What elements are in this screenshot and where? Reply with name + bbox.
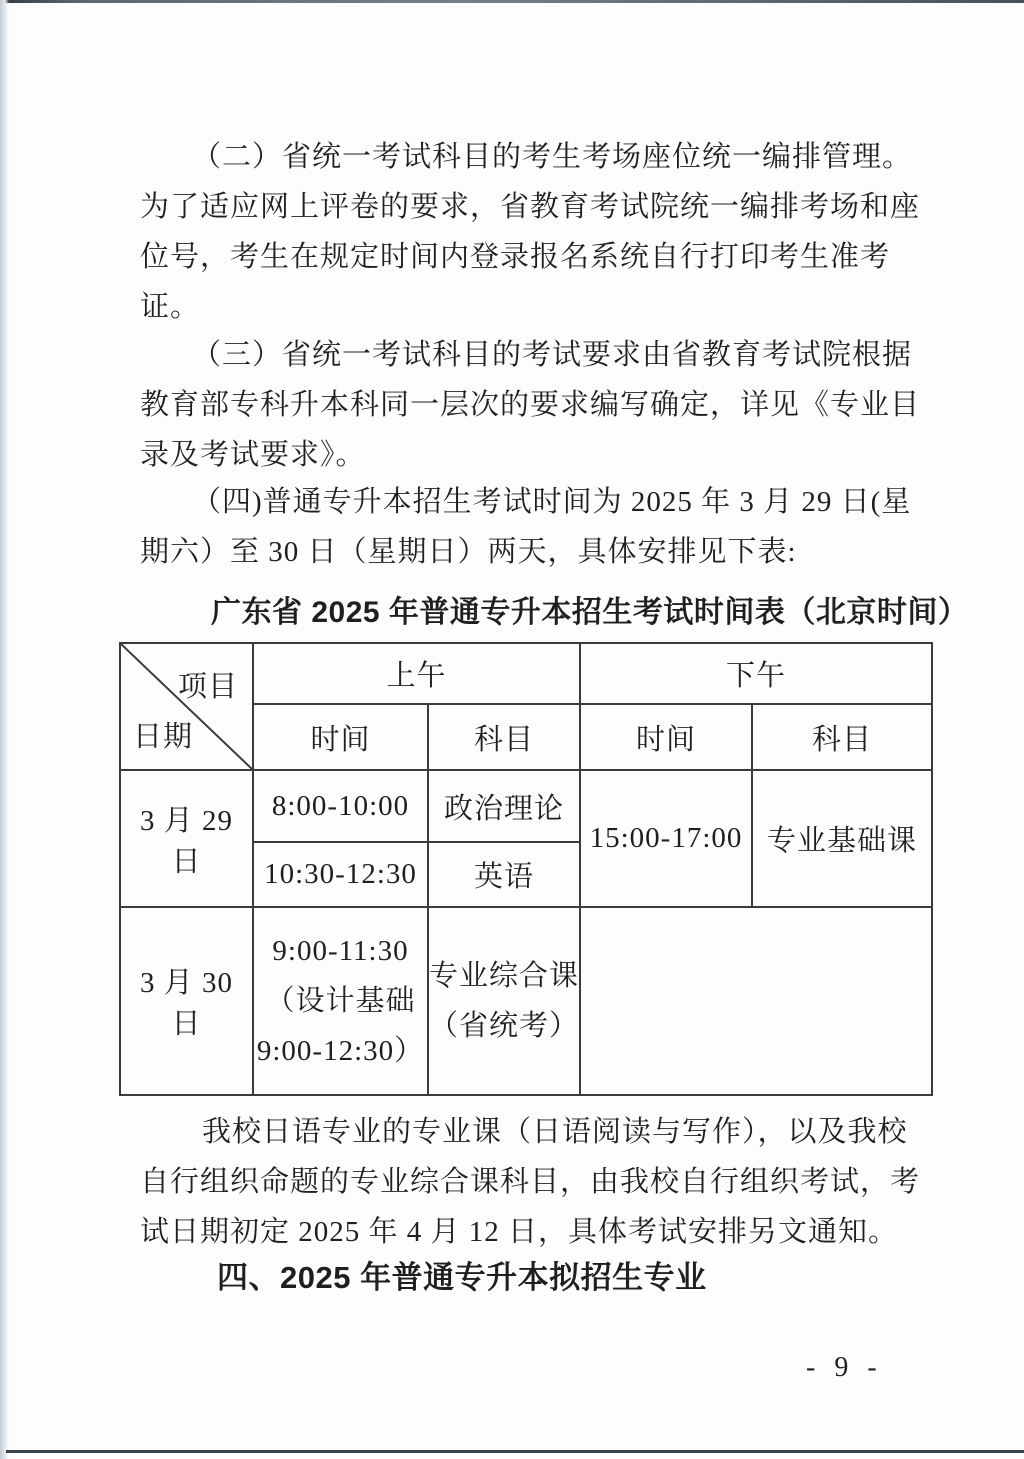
header-morning-time: 时间: [253, 704, 428, 770]
cell-date-mar29: 3 月 29 日: [120, 770, 253, 907]
header-morning: 上午: [253, 643, 580, 704]
cell-mar29-am1-time: 8:00-10:00: [253, 770, 428, 842]
text-line: 录及考试要求》。: [140, 439, 366, 471]
cell-mar29-am2-time: 10:30-12:30: [253, 842, 428, 907]
cell-mar29-pm-subject: 专业基础课: [752, 770, 932, 907]
text-line: 9:00-12:30）: [256, 1035, 425, 1067]
text-line: 教育部专科升本科同一层次的要求编写确定，详见《专业目: [140, 389, 921, 421]
corner-label-date: 日期: [133, 721, 194, 753]
text-line: 专业综合课: [429, 960, 580, 992]
text-line: （二）省统一考试科目的考生考场座位统一编排管理。: [192, 141, 913, 173]
paragraph-exam-dates: [140, 477, 920, 577]
scan-left-edge: [0, 0, 9, 1459]
header-afternoon: 下午: [580, 643, 932, 704]
cell-mar30-pm-empty: [580, 907, 932, 1095]
text-line: 证。: [140, 291, 201, 323]
exam-table-title: 广东省 2025 年普通专升本招生考试时间表（北京时间）: [211, 596, 969, 629]
scan-bottom-edge: [6, 1450, 1024, 1453]
cell-mar29-am1-subject: 政治理论: [428, 770, 580, 842]
text-line: 位号，考生在规定时间内登录报名系统自行打印考生准考: [140, 241, 891, 273]
text-line: （三）省统一考试科目的考试要求由省教育考试院根据: [192, 339, 913, 371]
paragraph-exam-requirements: [140, 330, 920, 480]
exam-schedule-table: [119, 642, 933, 1096]
header-afternoon-time: 时间: [580, 704, 752, 770]
text-line: 试日期初定 2025 年 4 月 12 日，具体考试安排另文通知。: [140, 1216, 899, 1248]
text-line: 为了适应网上评卷的要求，省教育考试院统一编排考场和座: [140, 191, 921, 223]
scan-top-edge: [0, 0, 1024, 3]
text-line: （省统考）: [429, 1010, 580, 1042]
section-heading-4: 四、2025 年普通专升本拟招生专业: [217, 1260, 707, 1295]
paragraph-school-organized-exams: [140, 1107, 920, 1257]
paragraph-seat-arrangement: [140, 132, 920, 332]
cell-mar30-am-time: [253, 907, 428, 1095]
page-number: - 9 -: [806, 1352, 883, 1383]
text-line: （设计基础: [265, 985, 416, 1017]
cell-date-mar30: 3 月 30 日: [120, 907, 253, 1095]
corner-header-cell: [120, 643, 253, 770]
corner-label-project: 项目: [177, 671, 238, 703]
cell-mar29-pm-time: 15:00-17:00: [580, 770, 752, 907]
cell-mar30-am-subject: [428, 907, 580, 1095]
header-afternoon-subject: 科目: [752, 704, 932, 770]
header-morning-subject: 科目: [428, 704, 580, 770]
text-line: 9:00-11:30: [272, 935, 409, 967]
cell-mar29-am2-subject: 英语: [428, 842, 580, 907]
text-line: （四)普通专升本招生考试时间为 2025 年 3 月 29 日(星: [192, 486, 912, 518]
text-line: 我校日语专业的专业课（日语阅读与写作），以及我校: [202, 1116, 908, 1148]
text-line: 期六）至 30 日（星期日）两天，具体安排见下表:: [140, 536, 797, 568]
text-line: 自行组织命题的专业综合课科目，由我校自行组织考试，考: [140, 1166, 921, 1198]
